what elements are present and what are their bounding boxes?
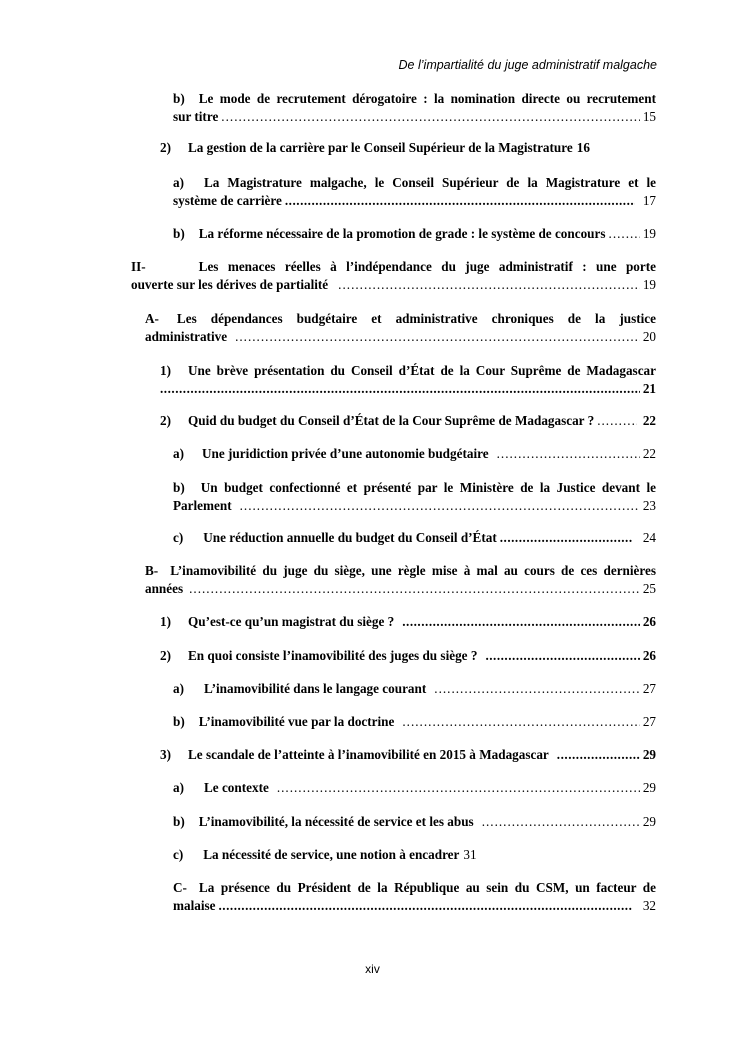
toc-page-number: 20 xyxy=(642,329,656,344)
dot-leader xyxy=(402,613,640,631)
toc-entry-line xyxy=(173,90,656,108)
dot-leader xyxy=(221,108,640,126)
dot-leader xyxy=(497,445,640,463)
toc-entry-title: Le scandale de l’atteinte à l’inamovibilité en 2015 à Madagascar xyxy=(188,747,549,762)
toc-entry[interactable] xyxy=(145,562,656,598)
running-header: De l’impartialité du juge administratif malgache xyxy=(398,58,657,72)
toc-page-number: 15 xyxy=(642,109,656,124)
toc-entry-line xyxy=(173,713,656,731)
toc-entry-number: b) xyxy=(173,714,185,729)
toc-entry-line-2 xyxy=(173,192,656,210)
toc-entry-title: La gestion de la carrière par le Conseil Supérieur de la Magistrature xyxy=(188,140,573,155)
toc-entry-title: Une réduction annuelle du budget du Conseil d’État xyxy=(203,530,497,545)
toc-entry[interactable] xyxy=(131,258,656,294)
toc-entry-title-cont: sur titre xyxy=(173,109,219,124)
toc-entry-title-cont: administrative xyxy=(145,329,228,344)
toc-entry[interactable] xyxy=(173,813,656,831)
toc-entry-title: Le contexte xyxy=(204,780,269,795)
toc-entry-title: La nécessité de service, une notion à encadrer xyxy=(203,847,460,862)
toc-entry-line xyxy=(160,647,656,665)
toc-entry-title: L’inamovibilité du juge du siège, une règle mise à mal au cours de ces dernières xyxy=(170,563,656,578)
toc-entry[interactable] xyxy=(173,479,656,515)
dot-leader xyxy=(402,713,639,731)
toc-page-number: 26 xyxy=(642,648,656,663)
toc-page-number: 24 xyxy=(642,530,656,545)
toc-page-number: 21 xyxy=(642,381,656,396)
toc-entry-title: Une brève présentation du Conseil d’État de la Cour Suprême de Madagascar xyxy=(188,363,656,378)
toc-entry[interactable] xyxy=(160,139,656,157)
toc-entry-title: Qu’est-ce qu’un magistrat du siège ? xyxy=(188,614,395,629)
dot-leader xyxy=(285,192,635,210)
toc-entry-title: L’inamovibilité vue par la doctrine xyxy=(198,714,395,729)
toc-entry[interactable] xyxy=(173,779,656,797)
toc-entry-line xyxy=(173,680,656,698)
toc-entry-title: Le mode de recrutement dérogatoire : la nomination directe ou recrutement xyxy=(198,91,656,106)
dot-leader xyxy=(338,276,640,294)
dot-leader xyxy=(500,529,633,547)
toc-entry-line xyxy=(160,362,656,380)
toc-entry-line xyxy=(145,310,656,328)
toc-entry-title: La Magistrature malgache, le Conseil Supérieur de la Magistrature et le xyxy=(204,175,656,190)
toc-entry-line xyxy=(173,529,656,547)
toc-entry-number: c) xyxy=(173,847,184,862)
toc-entry-title-cont: années xyxy=(145,581,184,596)
toc-page-number: 19 xyxy=(642,277,656,292)
toc-entry-line xyxy=(173,225,656,243)
toc-entry[interactable] xyxy=(173,225,656,243)
toc-entry-line-2 xyxy=(145,328,656,346)
toc-page-number: 27 xyxy=(642,681,656,696)
dot-leader xyxy=(160,380,640,398)
toc-entry-line xyxy=(173,813,656,831)
toc-entry-title: Quid du budget du Conseil d’État de la Cour Suprême de Madagascar ? xyxy=(188,413,595,428)
toc-page-number: 16 xyxy=(576,140,590,155)
toc-entry-number: c) xyxy=(173,530,184,545)
dot-leader xyxy=(277,779,640,797)
toc-entry-line xyxy=(173,174,656,192)
toc-entry-number: C- xyxy=(173,880,187,895)
toc-entry-title: La présence du Président de la République au sein du CSM, un facteur de xyxy=(198,880,656,895)
toc-page-number: 22 xyxy=(642,413,656,428)
toc-page-number: 26 xyxy=(642,614,656,629)
toc-page-number: 25 xyxy=(642,581,656,596)
toc-entry[interactable] xyxy=(173,879,656,915)
toc-entry-number: A- xyxy=(145,311,159,326)
toc-entry-line xyxy=(173,846,656,864)
toc-entry[interactable] xyxy=(173,529,656,547)
toc-entry[interactable] xyxy=(173,174,656,210)
toc-entry-number: 2) xyxy=(160,413,171,428)
toc-entry[interactable] xyxy=(145,310,656,346)
toc-entry[interactable] xyxy=(160,746,656,764)
page-footer-number: xiv xyxy=(365,962,380,976)
toc-entry-line xyxy=(173,479,656,497)
toc-entry-line-2 xyxy=(131,276,656,294)
dot-leader xyxy=(434,680,640,698)
toc-entry-line xyxy=(160,139,656,157)
toc-entry-number: b) xyxy=(173,91,185,106)
toc-entry-line xyxy=(145,562,656,580)
toc-page-number: 23 xyxy=(642,498,656,513)
toc-entry[interactable] xyxy=(173,445,656,463)
toc-entry-title: Un budget confectionné et présenté par le Ministère de la Justice devant le xyxy=(200,480,656,495)
toc-entry-line xyxy=(131,258,656,276)
toc-page-number: 32 xyxy=(642,898,656,913)
toc-entry-number: b) xyxy=(173,226,185,241)
dot-leader xyxy=(485,647,639,665)
toc-entry-title: La réforme nécessaire de la promotion de grade : le système de concours xyxy=(198,226,606,241)
toc-entry-line xyxy=(160,412,656,430)
toc-entry-line xyxy=(173,879,656,897)
toc-entry-line xyxy=(160,613,656,631)
toc-entry-title: L’inamovibilité dans le langage courant xyxy=(204,681,427,696)
toc-entry[interactable] xyxy=(160,362,656,398)
toc-entry[interactable] xyxy=(173,90,656,126)
toc-entry-title-cont: Parlement xyxy=(173,498,232,513)
toc-entry-line-2 xyxy=(145,580,656,598)
toc-entry-number: II- xyxy=(131,259,146,274)
toc-entry[interactable] xyxy=(173,680,656,698)
toc-entry-number: 1) xyxy=(160,363,171,378)
dot-leader xyxy=(482,813,640,831)
toc-page-number: 29 xyxy=(642,747,656,762)
toc-entry-title: Les menaces réelles à l’indépendance du juge administratif : une porte xyxy=(198,259,656,274)
toc-entry-title-cont: malaise xyxy=(173,898,216,913)
toc-entry-line xyxy=(173,779,656,797)
toc-page-number: 29 xyxy=(642,814,656,829)
toc-entry-title: En quoi consiste l’inamovibilité des juges du siège ? xyxy=(188,648,478,663)
toc-entry-number: a) xyxy=(173,175,184,190)
toc-entry-line xyxy=(173,445,656,463)
toc-entry[interactable] xyxy=(160,647,656,665)
toc-entry-line-2 xyxy=(160,380,656,398)
toc-entry-line xyxy=(160,746,656,764)
toc-entry-number: a) xyxy=(173,780,184,795)
dot-leader xyxy=(240,497,640,515)
toc-entry-title-cont: ouverte sur les dérives de partialité xyxy=(131,277,329,292)
dot-leader xyxy=(609,225,640,243)
toc-entry[interactable] xyxy=(173,846,656,864)
toc-page-number: 27 xyxy=(642,714,656,729)
toc-entry-number: a) xyxy=(173,681,184,696)
dot-leader xyxy=(597,412,637,430)
toc-page-number: 29 xyxy=(642,780,656,795)
toc-entry-number: b) xyxy=(173,480,185,495)
toc-page-number: 19 xyxy=(642,226,656,241)
toc-entry-title: L’inamovibilité, la nécessité de service et les abus xyxy=(198,814,474,829)
dot-leader xyxy=(557,746,640,764)
toc-entry-title-cont: système de carrière xyxy=(173,193,282,208)
toc-entry-title: Une juridiction privée d’une autonomie budgétaire xyxy=(202,446,489,461)
toc-entry-number: a) xyxy=(173,446,184,461)
dot-leader xyxy=(235,328,640,346)
toc-page-number: 31 xyxy=(463,847,477,862)
toc-page-number: 17 xyxy=(642,193,656,208)
toc-entry-number: B- xyxy=(145,563,159,578)
toc-entry-number: b) xyxy=(173,814,185,829)
toc-entry-number: 1) xyxy=(160,614,171,629)
toc-entry-number: 3) xyxy=(160,747,171,762)
dot-leader xyxy=(219,897,633,915)
toc-entry[interactable] xyxy=(160,412,656,430)
toc-entry-line-2 xyxy=(173,897,656,915)
toc-page-number: 22 xyxy=(642,446,656,461)
toc-entry-line-2 xyxy=(173,497,656,515)
toc-entry[interactable] xyxy=(173,713,656,731)
toc-entry-number: 2) xyxy=(160,140,171,155)
toc-entry-line-2 xyxy=(173,108,656,126)
toc-entry-number: 2) xyxy=(160,648,171,663)
toc-entry-title: Les dépendances budgétaire et administrative chroniques de la justice xyxy=(176,311,656,326)
toc-entry[interactable] xyxy=(160,613,656,631)
dot-leader xyxy=(189,580,640,598)
